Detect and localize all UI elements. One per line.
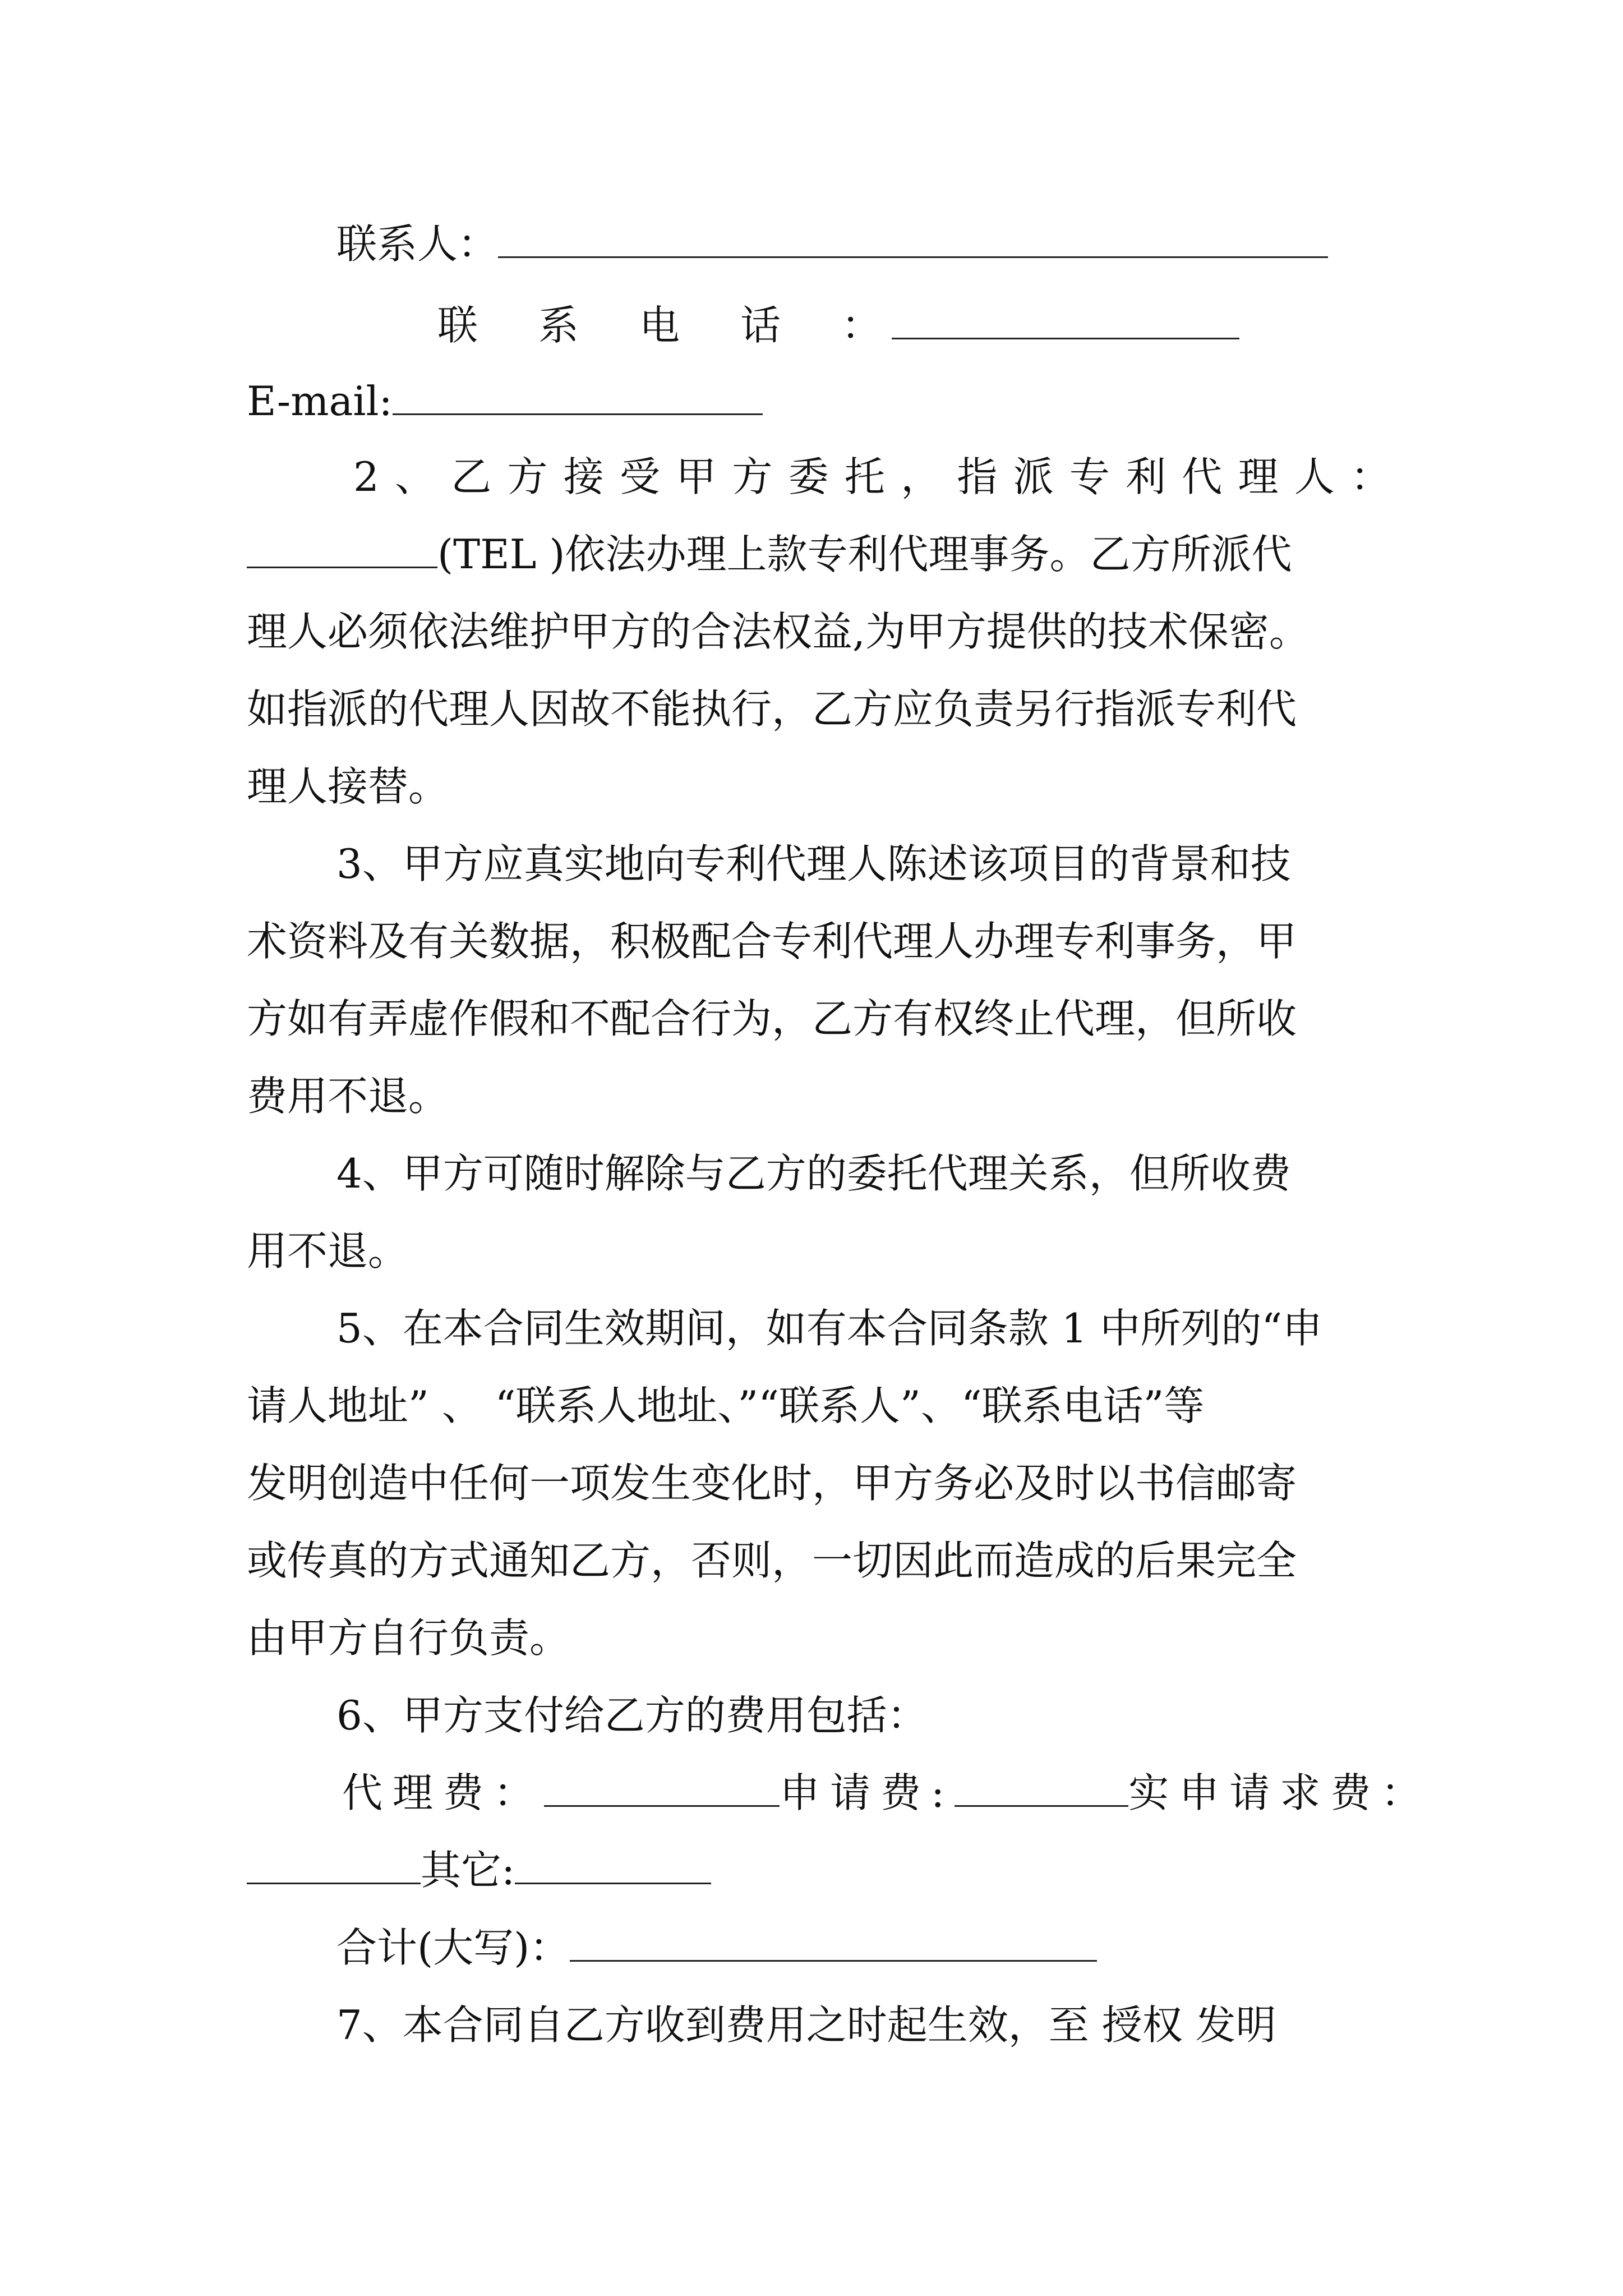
- clause3-line4: 费用不退。: [247, 1073, 449, 1120]
- agent-name-blank[interactable]: [247, 527, 437, 568]
- other-fee-label: 其它:: [421, 1847, 515, 1894]
- clause4-line1: 4、甲方可随时解除与乙方的委托代理关系，但所收费: [336, 1150, 1291, 1197]
- clause5-line5: 由甲方自行负责。: [247, 1614, 570, 1662]
- clause2-line1: 2、乙方接受甲方委托，指派专利代理人：: [353, 453, 1391, 500]
- contact-person-row: [336, 216, 1391, 272]
- contact-phone-row: [247, 297, 1391, 353]
- contact-person-blank[interactable]: [498, 217, 1328, 258]
- clause2-line5: 理人接替。: [247, 763, 449, 810]
- clause5-line1: 5、在本合同生效期间，如有本合同条款 1 中所列的“申: [336, 1305, 1323, 1352]
- contact-email-label: E-mail:: [247, 378, 393, 425]
- agency-fee-label: 代理费：: [342, 1769, 545, 1816]
- exam-fee-blank[interactable]: [247, 1843, 421, 1884]
- application-fee-blank[interactable]: [955, 1766, 1128, 1807]
- contact-email-blank[interactable]: [393, 374, 763, 415]
- total-row: [336, 1920, 1391, 1976]
- contact-phone-label: 联 系 电 话 ：: [437, 302, 892, 349]
- clause3-line1: 3、甲方应真实地向专利代理人陈述该项目的背景和技: [336, 840, 1291, 887]
- clause6-line1: 6、甲方支付给乙方的费用包括：: [336, 1692, 928, 1739]
- other-fee-row: [247, 1842, 1391, 1898]
- clause2-line4: 如指派的代理人因故不能执行，乙方应负责另行指派专利代: [247, 685, 1297, 733]
- exam-fee-label: 实申请求费：: [1128, 1769, 1432, 1816]
- clause3-line2: 术资料及有关数据，积极配合专利代理人办理专利事务，甲: [247, 918, 1297, 965]
- other-fee-blank[interactable]: [515, 1843, 711, 1884]
- contact-person-label: 联系人：: [336, 220, 499, 268]
- clause3-line3: 方如有弄虚作假和不配合行为，乙方有权终止代理，但所收: [247, 995, 1297, 1042]
- contact-email-row: [247, 373, 1391, 429]
- application-fee-label: 申请费:: [780, 1769, 955, 1816]
- fee-row: [342, 1765, 1432, 1821]
- clause5-line3: 发明创造中任何一项发生变化时，甲方务必及时以书信邮寄: [247, 1460, 1297, 1507]
- clause5-line4: 或传真的方式通知乙方，否则，一切因此而造成的后果完全: [247, 1537, 1297, 1584]
- total-label: 合计(大写)：: [336, 1924, 570, 1971]
- total-blank[interactable]: [570, 1921, 1097, 1962]
- contact-phone-blank[interactable]: [892, 298, 1239, 339]
- agency-fee-blank[interactable]: [544, 1766, 780, 1807]
- clause7-line1: 7、本合同自乙方收到费用之时起生效，至 授权 发明: [336, 2001, 1276, 2049]
- clause2-line2-text: (TEL )依法办理上款专利代理事务。乙方所派代: [437, 531, 1292, 578]
- clause5-line2: 请人地址” 、 “联系人地址、”“联系人”、“联系电话”等: [247, 1382, 1205, 1429]
- clause4-line2: 用不退。: [247, 1227, 409, 1274]
- clause2-line3: 理人必须依法维护甲方的合法权益,为甲方提供的技术保密。: [247, 608, 1310, 655]
- clause2-line2: [247, 526, 1391, 582]
